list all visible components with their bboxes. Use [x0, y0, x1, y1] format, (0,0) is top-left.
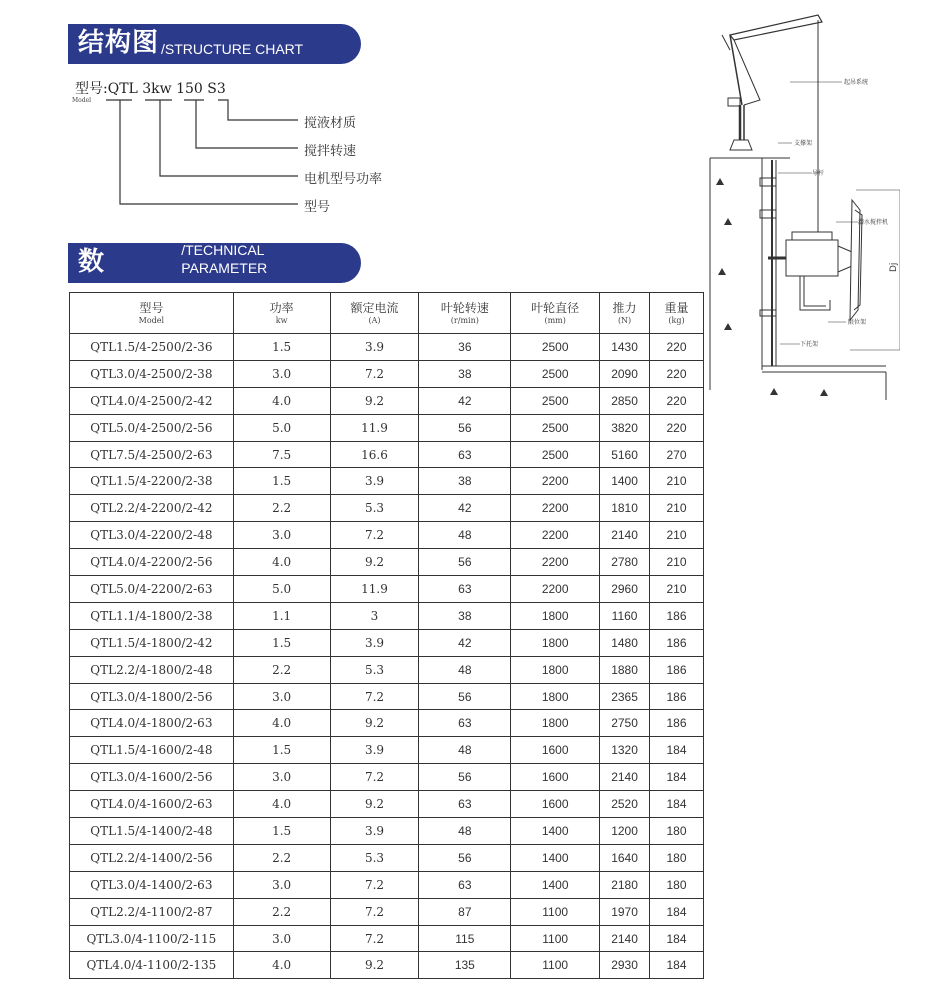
- cell-thrust: 2930: [600, 952, 650, 979]
- cell-model: QTL1.1/4-1800/2-38: [70, 602, 234, 629]
- cell-speed: 48: [419, 522, 511, 549]
- spec-table-header-row: [70, 293, 704, 334]
- cell-power: 3.0: [233, 360, 330, 387]
- header-power: 功率 kw: [233, 293, 330, 334]
- cell-model: QTL3.0/4-2500/2-38: [70, 360, 234, 387]
- cell-weight: 184: [650, 764, 704, 791]
- table-row: [70, 360, 704, 387]
- cell-weight: 210: [650, 495, 704, 522]
- cell-current: 3.9: [330, 629, 419, 656]
- cell-model: QTL1.5/4-2200/2-38: [70, 468, 234, 495]
- cell-thrust: 1400: [600, 468, 650, 495]
- cell-power: 1.5: [233, 629, 330, 656]
- table-row: [70, 952, 704, 979]
- cell-diameter: 1800: [511, 602, 600, 629]
- cell-speed: 87: [419, 898, 511, 925]
- cell-weight: 210: [650, 522, 704, 549]
- cell-weight: 184: [650, 791, 704, 818]
- legend-material: 搅液材质: [304, 116, 357, 131]
- cell-weight: 210: [650, 468, 704, 495]
- cell-thrust: 1640: [600, 844, 650, 871]
- cell-thrust: 1480: [600, 629, 650, 656]
- cell-speed: 115: [419, 925, 511, 952]
- cell-thrust: 1160: [600, 602, 650, 629]
- cell-model: QTL2.2/4-1100/2-87: [70, 898, 234, 925]
- cell-model: QTL4.0/4-1800/2-63: [70, 710, 234, 737]
- cell-speed: 56: [419, 549, 511, 576]
- cell-model: QTL7.5/4-2500/2-63: [70, 441, 234, 468]
- cell-diameter: 2200: [511, 468, 600, 495]
- table-row: [70, 844, 704, 871]
- cell-speed: 56: [419, 764, 511, 791]
- cell-diameter: 1400: [511, 818, 600, 845]
- cell-weight: 220: [650, 334, 704, 361]
- cell-power: 4.0: [233, 387, 330, 414]
- cell-model: QTL4.0/4-2500/2-42: [70, 387, 234, 414]
- cell-current: 3.9: [330, 334, 419, 361]
- cell-speed: 42: [419, 629, 511, 656]
- cell-current: 7.2: [330, 360, 419, 387]
- cell-diameter: 1100: [511, 898, 600, 925]
- cell-current: 11.9: [330, 576, 419, 603]
- cell-thrust: 1320: [600, 737, 650, 764]
- cell-current: 16.6: [330, 441, 419, 468]
- cell-current: 7.2: [330, 683, 419, 710]
- cell-current: 9.2: [330, 549, 419, 576]
- cell-weight: 210: [650, 576, 704, 603]
- label-limit-frame: 限位架: [848, 319, 867, 326]
- cell-weight: 186: [650, 656, 704, 683]
- table-row: [70, 656, 704, 683]
- table-row: [70, 468, 704, 495]
- cell-diameter: 1800: [511, 683, 600, 710]
- label-support-frame: 支撑架: [794, 140, 813, 147]
- label-submersible-mixer: 潜水搅拌机: [858, 219, 889, 226]
- cell-diameter: 2500: [511, 441, 600, 468]
- cell-speed: 63: [419, 441, 511, 468]
- cell-diameter: 1100: [511, 925, 600, 952]
- cell-current: 7.2: [330, 871, 419, 898]
- cell-diameter: 2500: [511, 414, 600, 441]
- cell-power: 1.5: [233, 737, 330, 764]
- cell-thrust: 1970: [600, 898, 650, 925]
- cell-power: 7.5: [233, 441, 330, 468]
- cell-thrust: 2140: [600, 764, 650, 791]
- cell-current: 3.9: [330, 737, 419, 764]
- cell-current: 3.9: [330, 818, 419, 845]
- cell-model: QTL2.2/4-1400/2-56: [70, 844, 234, 871]
- cell-model: QTL3.0/4-1100/2-115: [70, 925, 234, 952]
- cell-model: QTL3.0/4-1800/2-56: [70, 683, 234, 710]
- technical-parameter-title-zh: 技术参数: [78, 217, 160, 277]
- label-dj: Dj: [889, 262, 899, 272]
- cell-model: QTL1.5/4-1400/2-48: [70, 818, 234, 845]
- cell-speed: 36: [419, 334, 511, 361]
- cell-speed: 63: [419, 871, 511, 898]
- cell-diameter: 1600: [511, 791, 600, 818]
- cell-weight: 220: [650, 414, 704, 441]
- cell-thrust: 1810: [600, 495, 650, 522]
- cell-model: QTL4.0/4-2200/2-56: [70, 549, 234, 576]
- cell-speed: 38: [419, 360, 511, 387]
- table-row: [70, 710, 704, 737]
- spec-table: [69, 292, 704, 979]
- model-code-sub: Model: [72, 97, 92, 104]
- cell-weight: 220: [650, 387, 704, 414]
- cell-current: 5.3: [330, 844, 419, 871]
- cell-diameter: 1400: [511, 871, 600, 898]
- cell-power: 3.0: [233, 764, 330, 791]
- cell-weight: 210: [650, 549, 704, 576]
- table-row: [70, 629, 704, 656]
- cell-power: 2.2: [233, 495, 330, 522]
- cell-weight: 186: [650, 602, 704, 629]
- cell-current: 5.3: [330, 656, 419, 683]
- cell-speed: 42: [419, 495, 511, 522]
- cell-thrust: 3820: [600, 414, 650, 441]
- cell-power: 1.5: [233, 468, 330, 495]
- legend-speed: 搅拌转速: [304, 144, 357, 159]
- cell-power: 4.0: [233, 710, 330, 737]
- cell-power: 1.5: [233, 818, 330, 845]
- cell-model: QTL3.0/4-2200/2-48: [70, 522, 234, 549]
- cell-weight: 184: [650, 952, 704, 979]
- cell-power: 4.0: [233, 549, 330, 576]
- cell-weight: 184: [650, 737, 704, 764]
- header-model: 型号 Model: [70, 293, 234, 334]
- cell-power: 2.2: [233, 898, 330, 925]
- cell-speed: 48: [419, 656, 511, 683]
- table-row: [70, 764, 704, 791]
- cell-speed: 48: [419, 737, 511, 764]
- cell-speed: 42: [419, 387, 511, 414]
- cell-weight: 180: [650, 844, 704, 871]
- table-row: [70, 414, 704, 441]
- cell-speed: 38: [419, 468, 511, 495]
- table-row: [70, 522, 704, 549]
- table-row: [70, 334, 704, 361]
- structure-chart-title-en: /STRUCTURE CHART: [161, 41, 304, 57]
- cell-diameter: 1800: [511, 710, 600, 737]
- cell-weight: 184: [650, 898, 704, 925]
- cell-weight: 186: [650, 710, 704, 737]
- cell-weight: 186: [650, 683, 704, 710]
- cell-power: 3.0: [233, 522, 330, 549]
- cell-speed: 56: [419, 683, 511, 710]
- cell-power: 5.0: [233, 414, 330, 441]
- cell-diameter: 2200: [511, 495, 600, 522]
- cell-power: 1.5: [233, 334, 330, 361]
- cell-model: QTL2.2/4-1800/2-48: [70, 656, 234, 683]
- cell-speed: 63: [419, 791, 511, 818]
- table-row: [70, 791, 704, 818]
- cell-current: 9.2: [330, 791, 419, 818]
- cell-thrust: 1430: [600, 334, 650, 361]
- cell-speed: 63: [419, 710, 511, 737]
- cell-current: 7.2: [330, 898, 419, 925]
- model-code: 型号:QTL 3kw 150 S3: [75, 81, 226, 97]
- cell-thrust: 1880: [600, 656, 650, 683]
- cell-current: 7.2: [330, 764, 419, 791]
- technical-parameter-title-en: /TECHNICAL PARAMETER: [181, 242, 268, 276]
- cell-diameter: 1100: [511, 952, 600, 979]
- cell-thrust: 2365: [600, 683, 650, 710]
- model-code-brackets: [0, 0, 420, 230]
- cell-power: 5.0: [233, 576, 330, 603]
- cell-thrust: 2960: [600, 576, 650, 603]
- cell-current: 9.2: [330, 952, 419, 979]
- spec-table-body: [70, 334, 704, 979]
- cell-diameter: 1600: [511, 764, 600, 791]
- cell-diameter: 2500: [511, 387, 600, 414]
- cell-diameter: 2200: [511, 576, 600, 603]
- cell-model: QTL1.5/4-2500/2-36: [70, 334, 234, 361]
- cell-power: 4.0: [233, 952, 330, 979]
- cell-current: 9.2: [330, 387, 419, 414]
- cell-diameter: 2500: [511, 360, 600, 387]
- table-row: [70, 818, 704, 845]
- cell-current: 7.2: [330, 522, 419, 549]
- cell-power: 3.0: [233, 925, 330, 952]
- cell-thrust: 2850: [600, 387, 650, 414]
- cell-weight: 220: [650, 360, 704, 387]
- table-row: [70, 683, 704, 710]
- table-row: [70, 871, 704, 898]
- header-current: 额定电流 (A): [330, 293, 419, 334]
- cell-thrust: 5160: [600, 441, 650, 468]
- cell-weight: 184: [650, 925, 704, 952]
- table-row: [70, 387, 704, 414]
- cell-diameter: 2200: [511, 522, 600, 549]
- header-diameter: 叶轮直径 (mm): [511, 293, 600, 334]
- legend-model: 型号: [304, 200, 331, 215]
- cell-weight: 270: [650, 441, 704, 468]
- table-row: [70, 602, 704, 629]
- cell-power: 4.0: [233, 791, 330, 818]
- cell-model: QTL4.0/4-1100/2-135: [70, 952, 234, 979]
- table-row: [70, 441, 704, 468]
- header-weight: 重量 (kg): [650, 293, 704, 334]
- cell-current: 5.3: [330, 495, 419, 522]
- header-thrust: 推力 (N): [600, 293, 650, 334]
- cell-model: QTL1.5/4-1600/2-48: [70, 737, 234, 764]
- cell-model: QTL2.2/4-2200/2-42: [70, 495, 234, 522]
- cell-thrust: 2520: [600, 791, 650, 818]
- label-lifting-system: 起吊系统: [844, 79, 869, 86]
- cell-speed: 48: [419, 818, 511, 845]
- technical-parameter-banner: [68, 217, 361, 283]
- cell-model: QTL4.0/4-1600/2-63: [70, 791, 234, 818]
- cell-diameter: 1800: [511, 629, 600, 656]
- cell-model: QTL5.0/4-2200/2-63: [70, 576, 234, 603]
- cell-speed: 63: [419, 576, 511, 603]
- cell-thrust: 2750: [600, 710, 650, 737]
- cell-thrust: 2140: [600, 925, 650, 952]
- cell-speed: 38: [419, 602, 511, 629]
- cell-speed: 135: [419, 952, 511, 979]
- cell-power: 2.2: [233, 844, 330, 871]
- cell-diameter: 1800: [511, 656, 600, 683]
- installation-diagram: [700, 10, 900, 400]
- cell-power: 3.0: [233, 683, 330, 710]
- cell-current: 7.2: [330, 925, 419, 952]
- header-speed: 叶轮转速 (r/min): [419, 293, 511, 334]
- table-row: [70, 925, 704, 952]
- cell-model: QTL3.0/4-1400/2-63: [70, 871, 234, 898]
- cell-speed: 56: [419, 414, 511, 441]
- cell-current: 11.9: [330, 414, 419, 441]
- cell-thrust: 2090: [600, 360, 650, 387]
- table-row: [70, 576, 704, 603]
- cell-weight: 186: [650, 629, 704, 656]
- cell-thrust: 2180: [600, 871, 650, 898]
- cell-diameter: 2500: [511, 334, 600, 361]
- cell-model: QTL5.0/4-2500/2-56: [70, 414, 234, 441]
- table-row: [70, 549, 704, 576]
- cell-current: 3: [330, 602, 419, 629]
- cell-power: 1.1: [233, 602, 330, 629]
- legend-motor-power: 电机型号功率: [304, 172, 383, 187]
- table-row: [70, 495, 704, 522]
- cell-thrust: 1200: [600, 818, 650, 845]
- cell-thrust: 2140: [600, 522, 650, 549]
- table-row: [70, 898, 704, 925]
- structure-chart-title-zh: 结构图: [78, 28, 160, 58]
- cell-power: 2.2: [233, 656, 330, 683]
- table-row: [70, 737, 704, 764]
- cell-current: 9.2: [330, 710, 419, 737]
- label-guide-rod: 导杆: [812, 170, 825, 177]
- cell-diameter: 2200: [511, 549, 600, 576]
- cell-model: QTL1.5/4-1800/2-42: [70, 629, 234, 656]
- cell-power: 3.0: [233, 871, 330, 898]
- cell-weight: 180: [650, 818, 704, 845]
- cell-model: QTL3.0/4-1600/2-56: [70, 764, 234, 791]
- cell-weight: 180: [650, 871, 704, 898]
- cell-thrust: 2780: [600, 549, 650, 576]
- label-bottom-bracket: 下托架: [800, 341, 819, 348]
- cell-diameter: 1600: [511, 737, 600, 764]
- cell-current: 3.9: [330, 468, 419, 495]
- cell-diameter: 1400: [511, 844, 600, 871]
- cell-speed: 56: [419, 844, 511, 871]
